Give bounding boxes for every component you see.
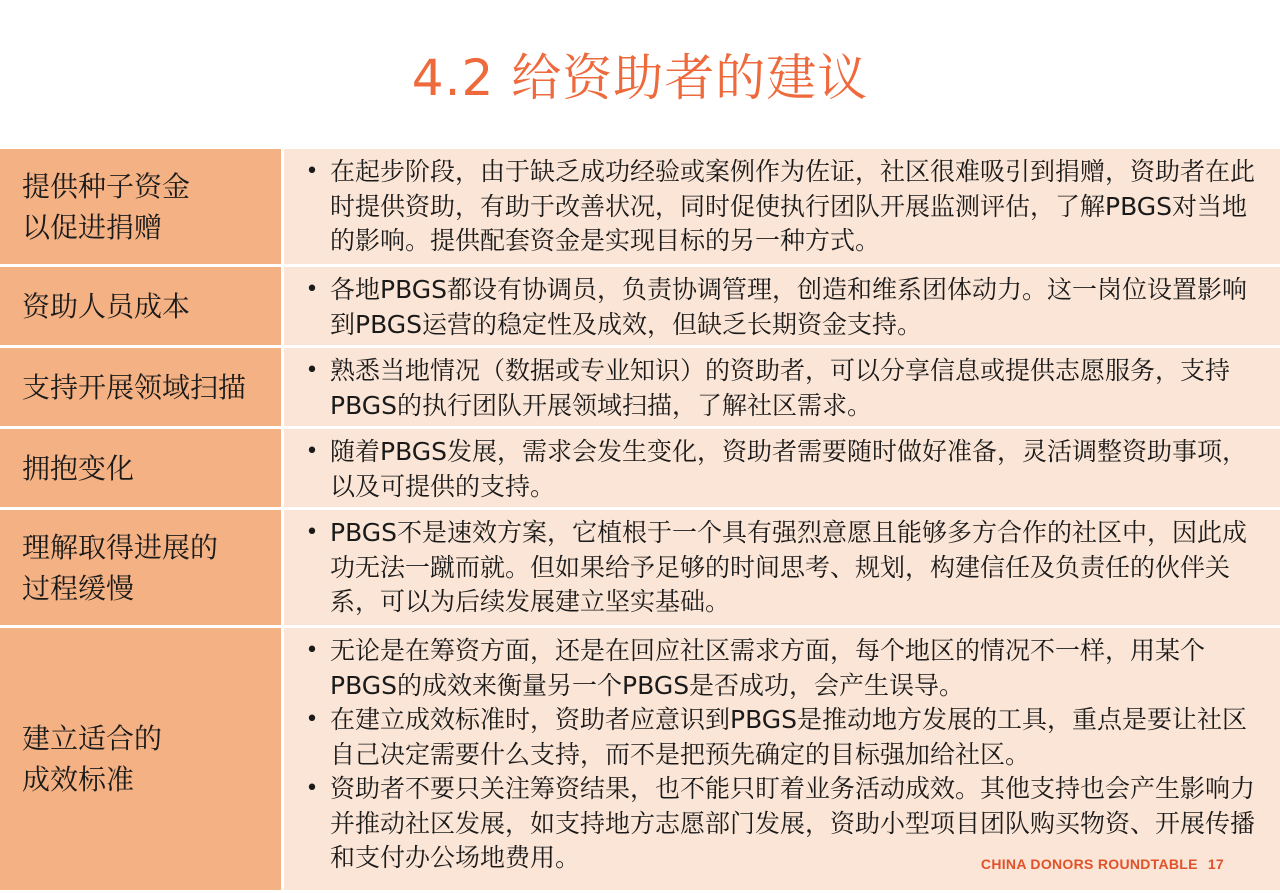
row-content [284, 429, 1280, 507]
row-label-line: 拥抱变化 [22, 451, 135, 485]
footer-org: CHINA DONORS ROUNDTABLE [980, 856, 1198, 872]
table-row [0, 628, 1280, 893]
bullet-icon: • [305, 159, 319, 184]
list-item-text: 无论是在筹资方面，还是在回应社区需求方面，每个地区的情况不一样，用某个PBGS的成效来衡量另一个PBGS是否成功，会产生误导。 [330, 636, 1206, 700]
row-content [284, 149, 1280, 264]
table-row [0, 510, 1280, 628]
row-content [284, 510, 1280, 625]
row-label-line: 支持开展领域扫描 [22, 370, 247, 404]
row-label-line: 提供种子资金 [22, 169, 191, 203]
row-content [284, 348, 1280, 426]
bullet-icon: • [305, 776, 319, 801]
bullet-icon: • [305, 277, 319, 302]
bullet-icon: • [305, 358, 319, 383]
bullet-icon: • [305, 707, 319, 732]
list-item [290, 435, 1260, 504]
row-label [0, 510, 284, 625]
row-label [0, 267, 284, 345]
list-item [290, 703, 1260, 772]
recommendations-table [0, 147, 1280, 893]
bullet-icon: • [305, 439, 319, 464]
table-row [0, 429, 1280, 510]
row-content [284, 267, 1280, 345]
row-label-line: 理解取得进展的 [22, 530, 219, 564]
table-row [0, 149, 1280, 267]
list-item-text: 资助者不要只关注筹资结果，也不能只盯着业务活动成效。其他支持也会产生影响力并推动社区发展，如支持地方志愿部门发展，资助小型项目团队购买物资、开展传播和支付办公场地费用。 [330, 774, 1256, 872]
list-item-text: 在起步阶段，由于缺乏成功经验或案例作为佐证，社区很难吸引到捐赠，资助者在此时提供资助，有助于改善状况，同时促使执行团队开展监测评估，了解PBGS对当地的影响。提供配套资金是实现目标的另一种方式。 [330, 157, 1256, 255]
bullet-icon: • [305, 520, 319, 545]
list-item [290, 634, 1260, 703]
page-number: 17 [1207, 856, 1224, 872]
list-item-text: 各地PBGS都设有协调员，负责协调管理，创造和维系团体动力。这一岗位设置影响到PBGS运营的稳定性及成效，但缺乏长期资金支持。 [330, 275, 1248, 339]
list-item-text: PBGS不是速效方案，它植根于一个具有强烈意愿且能够多方合作的社区中，因此成功无法一蹴而就。但如果给予足够的时间思考、规划，构建信任及负责任的伙伴关系，可以为后续发展建立坚实基础。 [330, 518, 1248, 616]
row-label [0, 429, 284, 507]
bullet-icon: • [305, 638, 319, 663]
row-label-line: 过程缓慢 [22, 571, 135, 605]
list-item [290, 516, 1260, 620]
row-content [284, 628, 1280, 890]
list-item-text: 随着PBGS发展，需求会发生变化，资助者需要随时做好准备，灵活调整资助事项，以及可提供的支持。 [330, 437, 1248, 501]
row-label [0, 149, 284, 264]
list-item [290, 273, 1260, 342]
list-item-text: 熟悉当地情况（数据或专业知识）的资助者，可以分享信息或提供志愿服务，支持PBGS的执行团队开展领域扫描，了解社区需求。 [330, 356, 1231, 420]
page-footer [981, 856, 1224, 872]
table-row [0, 267, 1280, 348]
row-label-line: 以促进捐赠 [22, 210, 163, 244]
page-title: 4.2 给资助者的建议 [411, 49, 869, 107]
row-label [0, 348, 284, 426]
row-label-line: 建立适合的 [22, 722, 163, 755]
list-item [290, 155, 1260, 259]
table-row [0, 348, 1280, 429]
list-item-text: 在建立成效标准时，资助者应意识到PBGS是推动地方发展的工具，重点是要让社区自己决定需要什么支持，而不是把预先确定的目标强加给社区。 [330, 705, 1248, 769]
row-label [0, 628, 284, 890]
list-item [290, 354, 1260, 423]
row-label-line: 资助人员成本 [22, 289, 191, 323]
row-label-line: 成效标准 [22, 763, 135, 796]
